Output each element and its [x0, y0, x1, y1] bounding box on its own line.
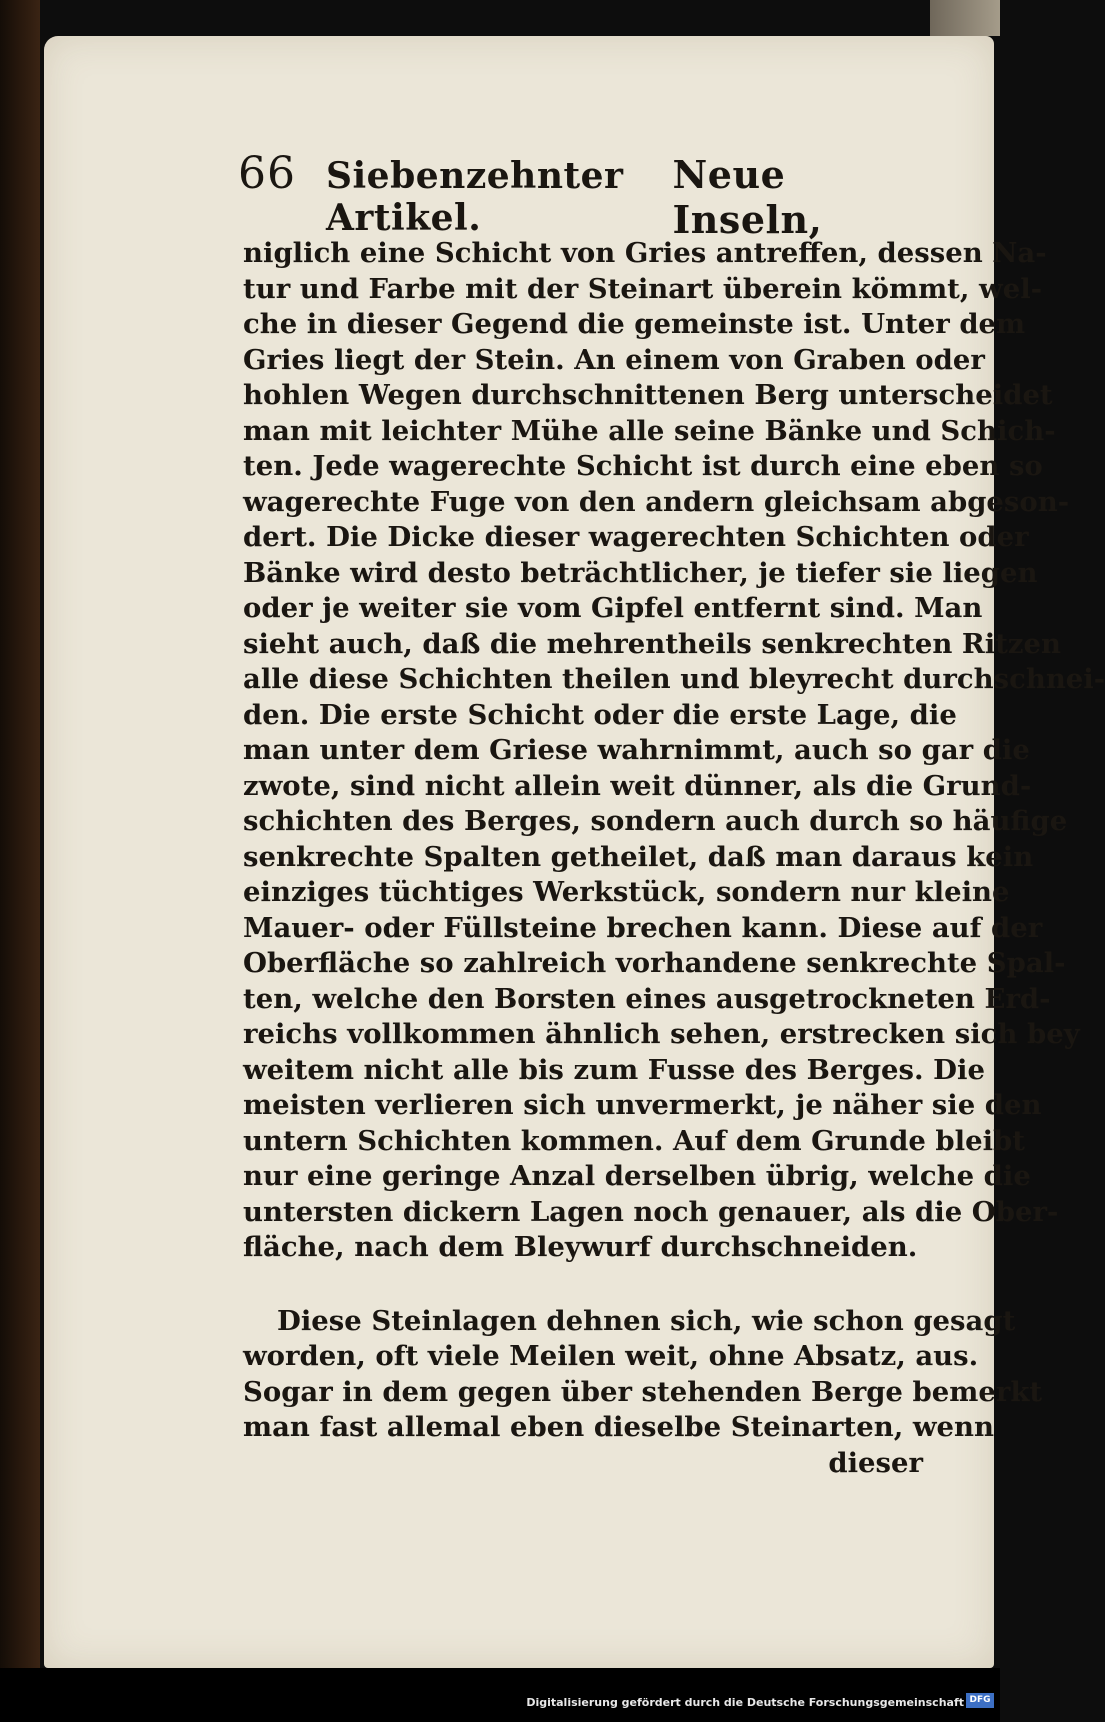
- text-line: den. Die erste Schicht oder die erste Lage, die: [243, 698, 957, 731]
- running-head-left: Siebenzehnter Artikel.: [326, 155, 624, 239]
- text-line: untersten dickern Lagen noch genauer, als die Ober-: [243, 1195, 1059, 1228]
- text-line: ten. Jede wagerechte Schicht ist durch eine eben so: [243, 450, 1043, 482]
- text-line: dert. Die Dicke dieser wagerechten Schichten oder: [243, 521, 1029, 553]
- book-spine-edge: [0, 0, 40, 1722]
- dfg-logo-icon: DFG: [966, 1693, 994, 1708]
- text-line: man mit leichter Mühe alle seine Bänke und Schich-: [243, 414, 1056, 447]
- paragraph-1: [243, 236, 1105, 1266]
- text-line: che in dieser Gegend die gemeinste ist. Unter dem: [243, 308, 1026, 340]
- text-line: schichten des Berges, sondern auch durch so häufige: [243, 805, 1068, 837]
- text-line: reichs vollkommen ähnlich sehen, erstrecken sich bey: [243, 1018, 1080, 1050]
- text-line: senkrechte Spalten getheilet, daß man daraus kein: [243, 840, 1034, 873]
- text-line: untern Schichten kommen. Auf dem Grunde bleibt: [243, 1124, 1025, 1157]
- body-text: [243, 236, 1105, 1481]
- text-line: einziges tüchtiges Werkstück, sondern nur kleine: [243, 876, 1010, 908]
- text-line: weitem nicht alle bis zum Fusse des Berges. Die: [243, 1053, 985, 1086]
- text-line: man unter dem Griese wahrnimmt, auch so gar die: [243, 734, 1030, 766]
- text-line: niglich eine Schicht von Gries antreffen, dessen Na-: [243, 237, 1047, 269]
- running-head-right: Neue Inseln,: [672, 152, 823, 242]
- text-line: fläche, nach dem Bleywurf durchschneiden.: [243, 1231, 918, 1263]
- paragraph-2: [243, 1304, 1043, 1446]
- text-line: ten, welche den Borsten eines ausgetrockneten Erd-: [243, 982, 1051, 1015]
- text-line: nur eine geringe Anzal derselben übrig, welche die: [243, 1160, 1031, 1192]
- text-line: meisten verlieren sich unvermerkt, je näher sie den: [243, 1089, 1042, 1121]
- page-number: 66: [238, 148, 296, 199]
- paragraph-gap: [243, 1266, 923, 1304]
- text-line: worden, oft viele Meilen weit, ohne Absatz, aus.: [243, 1340, 979, 1372]
- funding-notice: Digitalisierung gefördert durch die Deutsche Forschungsgemeinschaft: [526, 1696, 964, 1709]
- text-line: oder je weiter sie vom Gipfel entfernt sind. Man: [243, 592, 983, 624]
- text-line: tur und Farbe mit der Steinart überein kömmt, wel-: [243, 272, 1043, 305]
- page-corner-background: [930, 0, 1000, 36]
- text-line: Gries liegt der Stein. An einem von Graben oder: [243, 343, 985, 376]
- text-line: Bänke wird desto beträchtlicher, je tiefer sie liegen: [243, 556, 1038, 589]
- text-line: alle diese Schichten theilen und bleyrecht durchschnei-: [243, 663, 1105, 695]
- running-head: [238, 148, 878, 242]
- footer-bar: [0, 1668, 1000, 1722]
- text-line: man fast allemal eben dieselbe Steinarten, wenn: [243, 1411, 995, 1443]
- text-line: sieht auch, daß die mehrentheils senkrechten Ritzen: [243, 627, 1061, 660]
- catchword: dieser: [828, 1446, 923, 1479]
- text-line: zwote, sind nicht allein weit dünner, als die Grund-: [243, 769, 1032, 802]
- text-line: Mauer- oder Füllsteine brechen kann. Diese auf der: [243, 911, 1043, 944]
- text-line: hohlen Wegen durchschnittenen Berg unterscheidet: [243, 379, 1053, 411]
- text-line: Oberfläche so zahlreich vorhandene senkrechte Spal-: [243, 947, 1066, 979]
- text-line: wagerechte Fuge von den andern gleichsam abgeson-: [243, 485, 1070, 518]
- text-line: Diese Steinlagen dehnen sich, wie schon gesagt: [277, 1304, 1016, 1337]
- text-line: Sogar in dem gegen über stehenden Berge bemerkt: [243, 1375, 1043, 1408]
